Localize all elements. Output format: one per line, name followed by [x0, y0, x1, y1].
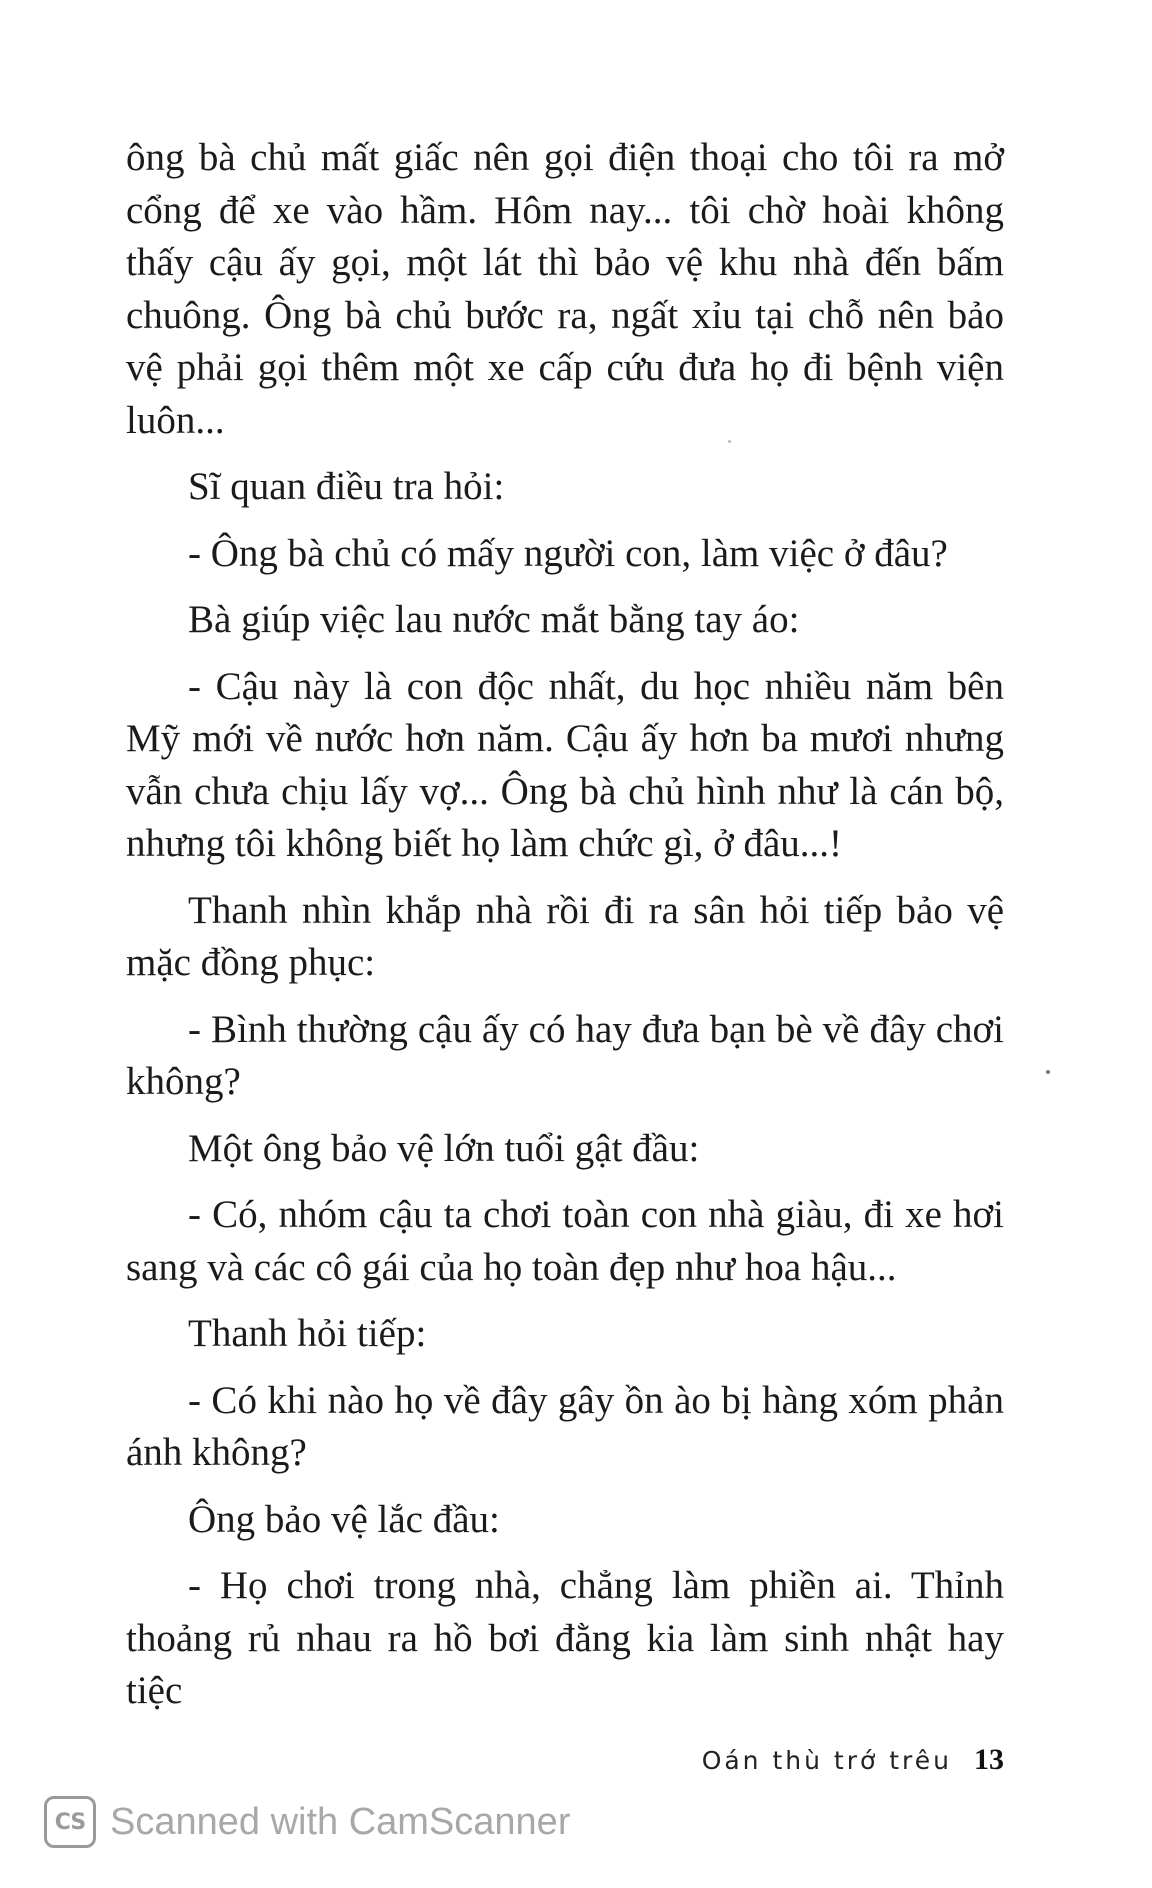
paragraph-6: Thanh nhìn khắp nhà rồi đi ra sân hỏi tiếp bảo vệ mặc đồng phục:: [126, 888, 1004, 984]
paragraph-12: Ông bảo vệ lắc đầu:: [188, 1497, 500, 1541]
paragraph-2: Sĩ quan điều tra hỏi:: [188, 465, 505, 508]
body-text: [126, 132, 1004, 1718]
page-footer: [702, 1743, 1004, 1777]
camscanner-watermark: [44, 1796, 570, 1848]
watermark-text: Scanned with CamScanner: [110, 1800, 571, 1843]
paragraph-7: - Bình thường cậu ấy có hay đưa bạn bè về đây chơi không?: [126, 1007, 1004, 1103]
scan-speck: [1046, 1070, 1050, 1074]
paragraph-4: Bà giúp việc lau nước mắt bằng tay áo:: [188, 598, 800, 641]
paragraph-8: Một ông bảo vệ lớn tuổi gật đầu:: [188, 1126, 700, 1170]
paragraph-11: - Có khi nào họ về đây gây ồn ào bị hàng xóm phản ánh không?: [126, 1378, 1004, 1474]
paragraph-3: - Ông bà chủ có mấy người con, làm việc ở đâu?: [188, 531, 948, 575]
running-title: Oán thù trớ trêu: [701, 1746, 952, 1775]
paragraph-13: - Họ chơi trong nhà, chẳng làm phiền ai. Thỉnh thoảng rủ nhau ra hồ bơi đằng kia làm sinh nhật hay tiệc: [126, 1564, 1004, 1712]
scan-speck: [728, 440, 731, 443]
paragraph-10: Thanh hỏi tiếp:: [188, 1312, 427, 1355]
paragraph-5: - Cậu này là con độc nhất, du học nhiều năm bên Mỹ mới về nước hơn năm. Cậu ấy hơn ba mươi nhưng vẫn chưa chịu lấy vợ... Ông bà chủ hình như là cán bộ, nhưng tôi không biết họ làm chức gì, ở đâu...!: [126, 664, 1004, 865]
camscanner-logo-icon: CS: [44, 1796, 96, 1848]
page-number: 13: [974, 1743, 1004, 1776]
paragraph-1: ông bà chủ mất giấc nên gọi điện thoại cho tôi ra mở cổng để xe vào hầm. Hôm nay... tôi chờ hoài không thấy cậu ấy gọi, một lát thì bảo vệ khu nhà đến bấm chuông. Ông bà chủ bước ra, ngất xỉu tại chỗ nên bảo vệ phải gọi thêm một xe cấp cứu đưa họ đi bệnh viện luôn...: [126, 136, 1004, 442]
paragraph-9: - Có, nhóm cậu ta chơi toàn con nhà giàu, đi xe hơi sang và các cô gái của họ toàn đẹp như hoa hậu...: [126, 1193, 1004, 1289]
